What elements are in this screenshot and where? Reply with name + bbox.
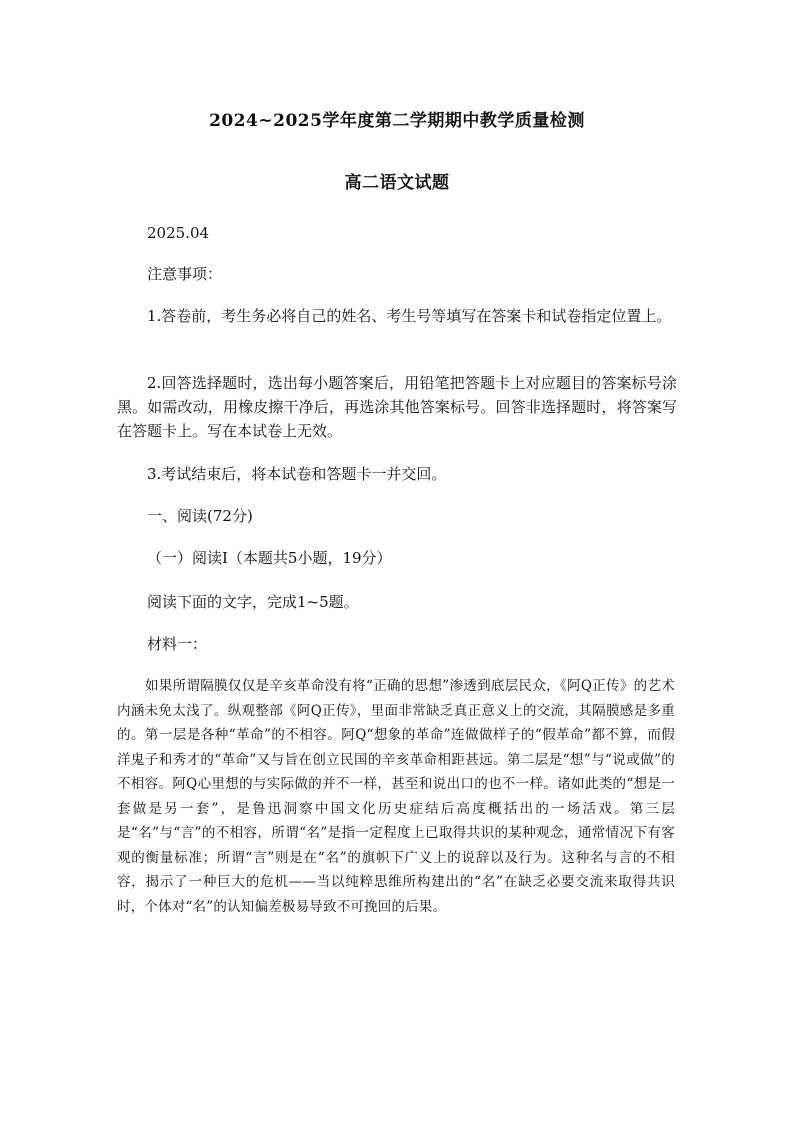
exam-subtitle: 高二语文试题 bbox=[344, 173, 450, 193]
material-text: 如果所谓隔膜仅仅是辛亥革命没有将“正确的思想”渗透到底层民众，《阿Q正传》的艺术内涵未免太浅了。纵观整部《阿Q正传》，里面非常缺乏真正意义上的交流，其隔膜感是多重的。第一层是各种“革命”的不相容。阿Q“想象的革命”连做做样子的“假革命”都不算，而假洋鬼子和秀才的“革命”又与旨在创立民国的辛亥革命相距甚远。第二层是“想”与“说或做”的不相容。阿Q心里想的与实际做的并不一样，甚至和说出口的也不一样。诸如此类的“想是一套做是另一套”，是鲁迅洞察中国文化历史症结后高度概括出的一场活戏。第三层是“名”与“言”的不相容，所谓“名”是指一定程度上已取得共识的某种观念，通常情况下有客观的衡量标准；所谓“言”则是在“名”的旗帜下广义上的说辞以及行为。这种名与言的不相容，揭示了一种巨大的危机——当以纯粹思维所构建出的“名”在缺乏必要交流来取得共识时，个体对“名”的认知偏差极易导致不可挽回的后果。 bbox=[117, 678, 675, 915]
notice-item-2: 2.回答选择题时，选出每小题答案后，用铅笔把答题卡上对应题目的答案标号涂黑。如需改动，用橡皮擦干净后，再选涂其他答案标号。回答非选择题时，将答案写在答题卡上。写在本试卷上无效。 bbox=[117, 374, 677, 440]
reading-instruction: 阅读下面的文字，完成1~5题。 bbox=[147, 593, 359, 611]
notice-item-3: 3.考试结束后，将本试卷和答题卡一并交回。 bbox=[147, 465, 447, 483]
sub-section-heading: （一）阅读Ⅰ（本题共5小题，19分） bbox=[147, 549, 392, 567]
exam-date: 2025.04 bbox=[147, 224, 210, 242]
material-label: 材料一： bbox=[147, 635, 208, 653]
notice-item-1: 1.答卷前，考生务必将自己的姓名、考生号等填写在答案卡和试卷指定位置上。 bbox=[147, 307, 672, 325]
section-heading: 一、阅读(72分) bbox=[147, 507, 253, 525]
exam-title: 2024~2025学年度第二学期期中教学质量检测 bbox=[209, 111, 585, 131]
notice-heading: 注意事项： bbox=[147, 265, 223, 283]
